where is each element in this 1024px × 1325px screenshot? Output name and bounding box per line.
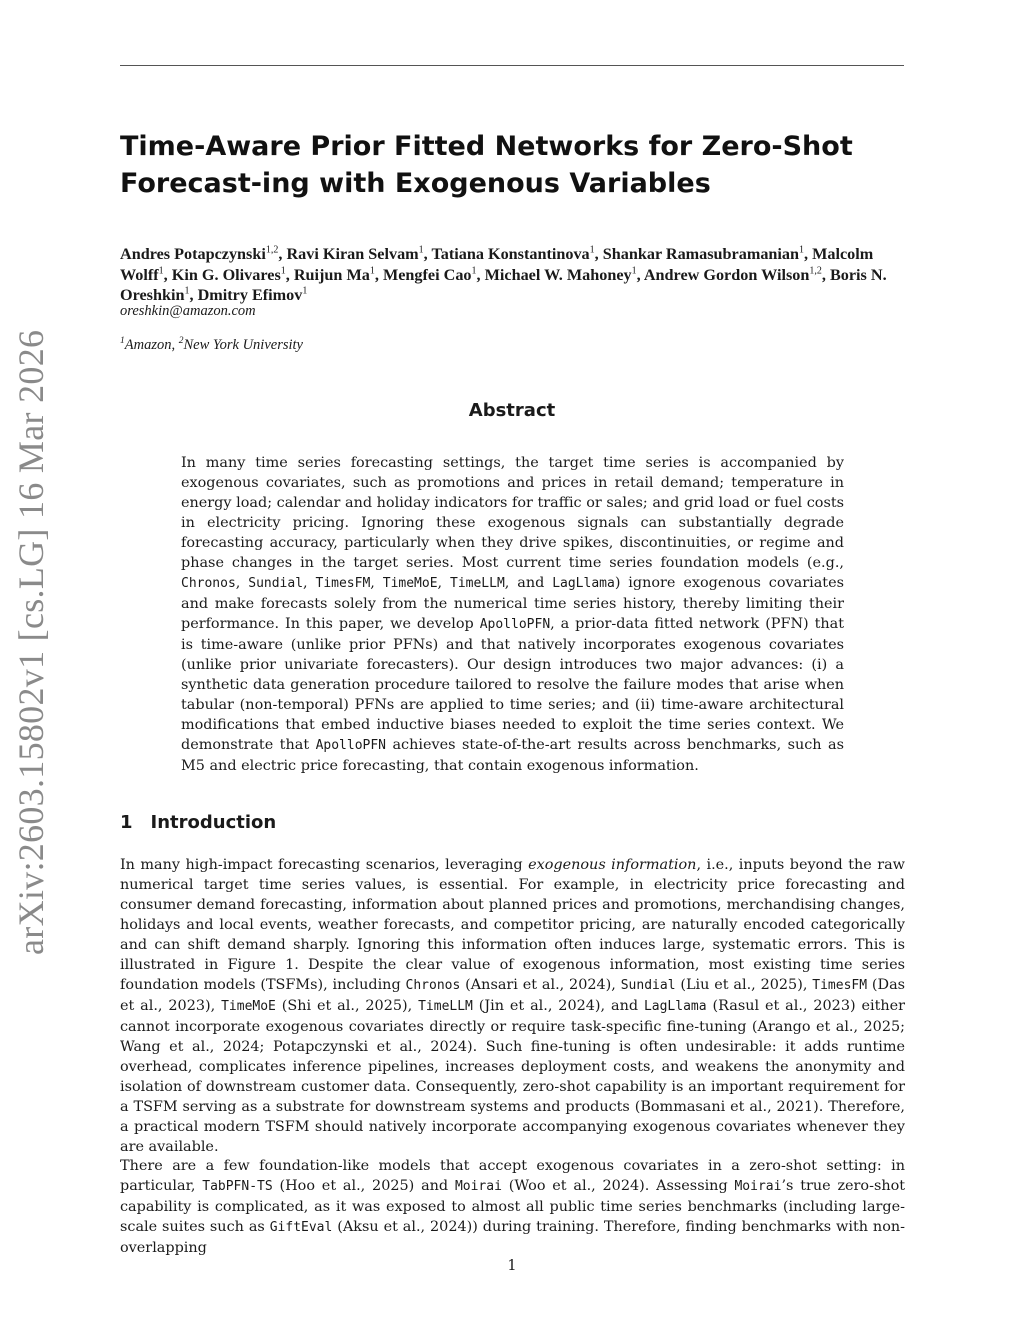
top-rule	[120, 65, 904, 66]
model-name: TimeLLM	[450, 576, 505, 591]
author-affiliation: 1	[418, 244, 424, 256]
intro-paragraph-1: In many high-impact forecasting scenarios, leveraging exogenous information, i.e., inputs beyond the raw numerical target time series values, is essential. For example, in electricity price forecasting and consumer demand forecasting, information about planned prices and promotions, merchandising changes, holidays and local events, weather forecasts, and competitor pricing, are naturally encoded categorically and can shift demand sharply. Ignoring this information often induces large, systematic errors. This is illustrated in Figure 1. Despite the clear value of exogenous information, most existing time series foundation models (TSFMs), including Chronos (Ansari et al., 2024), Sundial (Liu et al., 2025), TimesFM (Das et al., 2023), TimeMoE (Shi et al., 2025), TimeLLM (Jin et al., 2024), and LagLlama (Rasul et al., 2023) either cannot incorporate exogenous covariates directly or require task-specific fine-tuning (Arango et al., 2025; Wang et al., 2024; Potapczynski et al., 2024). Such fine-tuning is often undesirable: it adds runtime overhead, complicates inference pipelines, increases deployment costs, and weakens the anonymity and isolation of downstream customer data. Consequently, zero-shot capability is an important requirement for a TSFM serving as a substrate for downstream systems and products (Bommasani et al., 2021). Therefore, a practical modern TSFM should natively incorporate accompanying exogenous covariates whenever they are available.	[120, 857, 906, 1155]
page-number: 1	[507, 1258, 517, 1274]
author-name: Ravi Kiran Selvam	[286, 245, 419, 263]
affiliations: $^1$Amazon, $^2$New York University	[120, 336, 303, 353]
author-affiliation: 1	[589, 244, 595, 256]
model-name: Moirai	[454, 1179, 502, 1194]
author-name: Tatiana Konstantinova	[431, 245, 590, 263]
model-name: ApolloPFN	[479, 617, 551, 632]
section-number: 1	[120, 812, 133, 833]
author-affiliation: 1	[631, 265, 637, 277]
author-affiliation: 1,2	[265, 244, 279, 256]
section-heading-introduction	[120, 812, 276, 833]
intro-paragraph-2: There are a few foundation-like models that accept exogenous covariates in a zero-shot setting: in particular, TabPFN-TS (Hoo et al., 2025) and Moirai (Woo et al., 2024). Assessing Moirai’s true zero-shot capability is complicated, as it was exposed to almost all public time series benchmarks (including large-scale suites such as GiftEval (Aksu et al., 2024)) during training. Therefore, finding benchmarks with non-overlapping	[120, 1158, 906, 1256]
emphasis: exogenous information	[528, 857, 697, 873]
author-affiliation: 1	[302, 285, 308, 297]
model-name: Sundial	[248, 576, 304, 591]
author-affiliation: 1	[799, 244, 805, 256]
author-name: Mengfei Cao	[382, 265, 472, 284]
contact-email[interactable]: oreshkin@amazon.com	[120, 303, 256, 319]
author-list: Andres Potapczynski$^{1,2}$, Ravi Kiran Selvam$^1$, Tatiana Konstantinova$^1$, Shankar Ramasubramanian$^1$, Malcolm Wolff$^1$, Kin G. Olivares$^1$, Ruijun Ma$^1$, Mengfei Cao$^1$, Michael W. Mahoney$^1$, Andrew Gordon Wilson$^{1,2}$, Boris N. Oreshkin$^1$, Dmitry Efimov$^1$	[120, 244, 887, 304]
author-affiliation: 1,2	[809, 265, 822, 277]
model-name: TimeLLM	[418, 999, 473, 1014]
model-name: Sundial	[620, 978, 676, 993]
affiliation-number: 1	[120, 336, 125, 347]
model-name: LagLlama	[643, 999, 707, 1014]
model-name: LagLlama	[552, 576, 615, 591]
author-name: Michael W. Mahoney	[484, 265, 632, 284]
author-name: Shankar Ramasubramanian	[602, 245, 800, 263]
author-affiliation: 1	[158, 265, 164, 277]
model-name: TabPFN-TS	[202, 1179, 273, 1194]
author-affiliation: 1	[471, 265, 477, 277]
model-name: Chronos	[405, 978, 461, 993]
affiliation-name: New York University	[183, 337, 303, 353]
arxiv-watermark: arXiv:2603.15802v1 [cs.LG] 16 Mar 2026	[11, 329, 51, 955]
model-name: TimeMoE	[382, 576, 438, 591]
model-name: TimeMoE	[221, 999, 276, 1014]
abstract-heading: Abstract	[468, 400, 556, 421]
model-name: GiftEval	[269, 1220, 333, 1235]
model-name: TimesFM	[315, 576, 371, 591]
model-name: Moirai	[734, 1179, 782, 1194]
model-name: Chronos	[181, 576, 236, 591]
author-affiliation: 1	[369, 265, 375, 277]
author-affiliation: 1	[184, 285, 190, 297]
author-name: Kin G. Olivares	[171, 265, 281, 284]
author-name: Ruijun Ma	[293, 265, 370, 284]
author-affiliation: 1	[280, 265, 286, 277]
author-name: Andrew Gordon Wilson	[643, 265, 810, 284]
model-name: ApolloPFN	[315, 738, 387, 753]
author-name: Boris N. Oreshkin	[120, 265, 887, 304]
author-name: Malcolm Wolff	[120, 245, 874, 284]
section-title: Introduction	[150, 812, 277, 833]
abstract-body: In many time series forecasting settings, the target time series is accompanied by exogenous covariates, such as promotions and prices in retail demand; temperature in energy load; calendar and holiday indicators for traffic or sales; and grid load or fuel costs in electricity pricing. Ignoring these exogenous signals can substantially degrade forecasting accuracy, particularly when they drive spikes, discontinuities, or regime and phase changes in the target series. Most current time series foundation models (e.g., Chronos, Sundial, TimesFM, TimeMoE, TimeLLM, and LagLlama) ignore exogenous covariates and make forecasts solely from the numerical time series history, thereby limiting their performance. In this paper, we develop ApolloPFN, a prior-data fitted network (PFN) that is time-aware (unlike prior PFNs) and that natively incorporates exogenous covariates (unlike prior univariate forecasters). Our design introduces two major advances: (i) a synthetic data generation procedure tailored to resolve the failure modes that arise when tabular (non-temporal) PFNs are applied to time series; and (ii) time-aware architectural modifications that embed inductive biases needed to exploit the time series context. We demonstrate that ApolloPFN achieves state-of-the-art results across benchmarks, such as M5 and electric price forecasting, that contain exogenous information.	[181, 455, 845, 774]
model-name: TimesFM	[812, 978, 868, 993]
author-name: Dmitry Efimov	[197, 286, 303, 304]
author-name: Andres Potapczynski	[120, 245, 266, 263]
affiliation-number: 2	[178, 336, 184, 347]
affiliation-name: Amazon	[124, 337, 172, 353]
paper-title: Time-Aware Prior Fitted Networks for Zero-Shot Forecast-ing with Exogenous Variables	[120, 131, 853, 199]
